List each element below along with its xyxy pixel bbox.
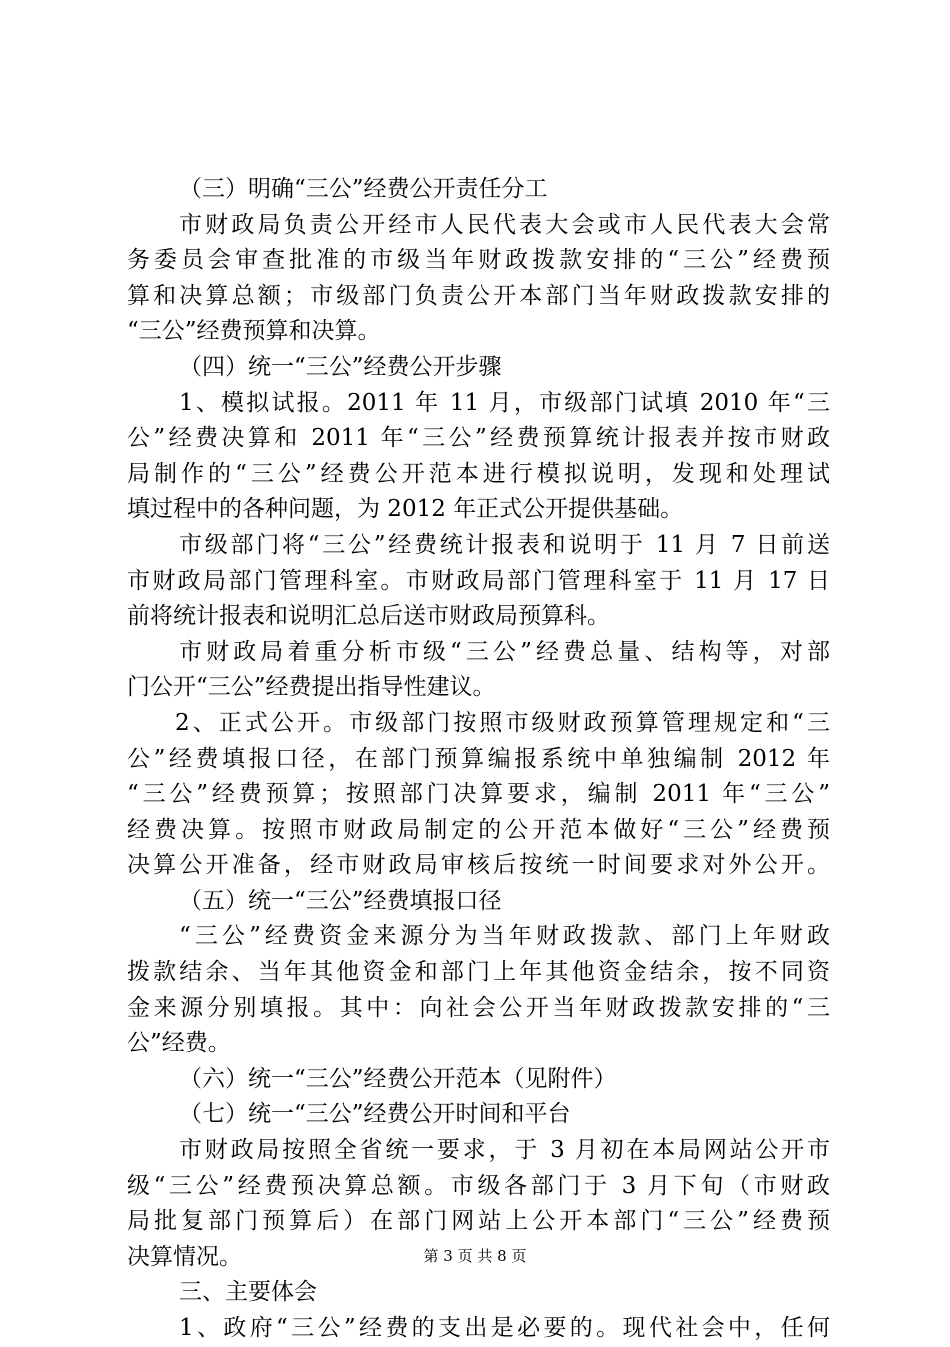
- text-line: 金来源分别填报。其中：向社会公开当年财政拨款安排的“三: [127, 994, 830, 1021]
- text-line: 市财政局着重分析市级“三公”经费总量、结构等，对部: [179, 638, 830, 665]
- text-line: 门公开“三公”经费提出指导性建议。: [127, 674, 496, 701]
- text-line: 务委员会审查批准的市级当年财政拨款安排的“三公”经费预: [127, 247, 830, 274]
- text-line: 经费决算。按照市财政局制定的公开范本做好“三公”经费预: [127, 816, 830, 843]
- text-line: 市级部门将“三公”经费统计报表和说明于 11 月 7 日前送: [179, 531, 830, 558]
- text-line: 三、主要体会: [179, 1279, 317, 1306]
- text-line: 市财政局负责公开经市人民代表大会或市人民代表大会常: [179, 211, 830, 238]
- text-line: （五）统一“三公”经费填报口径: [179, 887, 502, 914]
- text-line: （七）统一“三公”经费公开时间和平台: [179, 1101, 571, 1128]
- text-line: “三公”经费预算；按照部门决算要求，编制 2011 年“三公”: [127, 781, 830, 808]
- text-line: 前将统计报表和说明汇总后送市财政局预算科。: [127, 603, 610, 630]
- text-line: 公”经费填报口径，在部门预算编报系统中单独编制 2012 年: [127, 745, 830, 772]
- text-line: 决算公开准备，经市财政局审核后按统一时间要求对外公开。: [127, 852, 830, 879]
- text-line: （四）统一“三公”经费公开步骤: [179, 353, 502, 380]
- document-body: [127, 172, 830, 1347]
- text-line: 级“三公”经费预决算总额。市级各部门于 3 月下旬（市财政: [127, 1172, 830, 1199]
- text-line: 算和决算总额；市级部门负责公开本部门当年财政拨款安排的: [127, 282, 830, 309]
- text-line: 决算情况。: [127, 1243, 242, 1270]
- text-line: （三）明确“三公”经费公开责任分工: [179, 176, 548, 202]
- page-footer: 第 3 页 共 8 页: [423, 1247, 527, 1265]
- text-line: “三公”经费资金来源分为当年财政拨款、部门上年财政: [179, 923, 830, 950]
- text-line: 市财政局按照全省统一要求，于 3 月初在本局网站公开市: [179, 1137, 830, 1164]
- text-line: “三公”经费预算和决算。: [127, 318, 381, 345]
- text-line: 局制作的“三公”经费公开范本进行模拟说明，发现和处理试: [127, 460, 830, 487]
- text-line: 1、政府“三公”经费的支出是必要的。现代社会中，任何: [179, 1315, 830, 1341]
- text-line: 拨款结余、当年其他资金和部门上年其他资金结余，按不同资: [127, 959, 830, 986]
- text-line: 2、正式公开。市级部门按照市级财政预算管理规定和“三: [175, 709, 830, 736]
- text-line: 1、模拟试报。2011 年 11 月，市级部门试填 2010 年“三: [179, 389, 830, 416]
- text-line: （六）统一“三公”经费公开范本（见附件）: [179, 1065, 617, 1092]
- text-line: 填过程中的各种问题，为 2012 年正式公开提供基础。: [127, 496, 684, 523]
- text-line: 公”经费。: [127, 1030, 231, 1057]
- text-line: 局批复部门预算后）在部门网站上公开本部门“三公”经费预: [127, 1208, 830, 1235]
- text-line: 公”经费决算和 2011 年“三公”经费预算统计报表并按市财政: [127, 425, 830, 452]
- text-line: 市财政局部门管理科室。市财政局部门管理科室于 11 月 17 日: [127, 567, 830, 594]
